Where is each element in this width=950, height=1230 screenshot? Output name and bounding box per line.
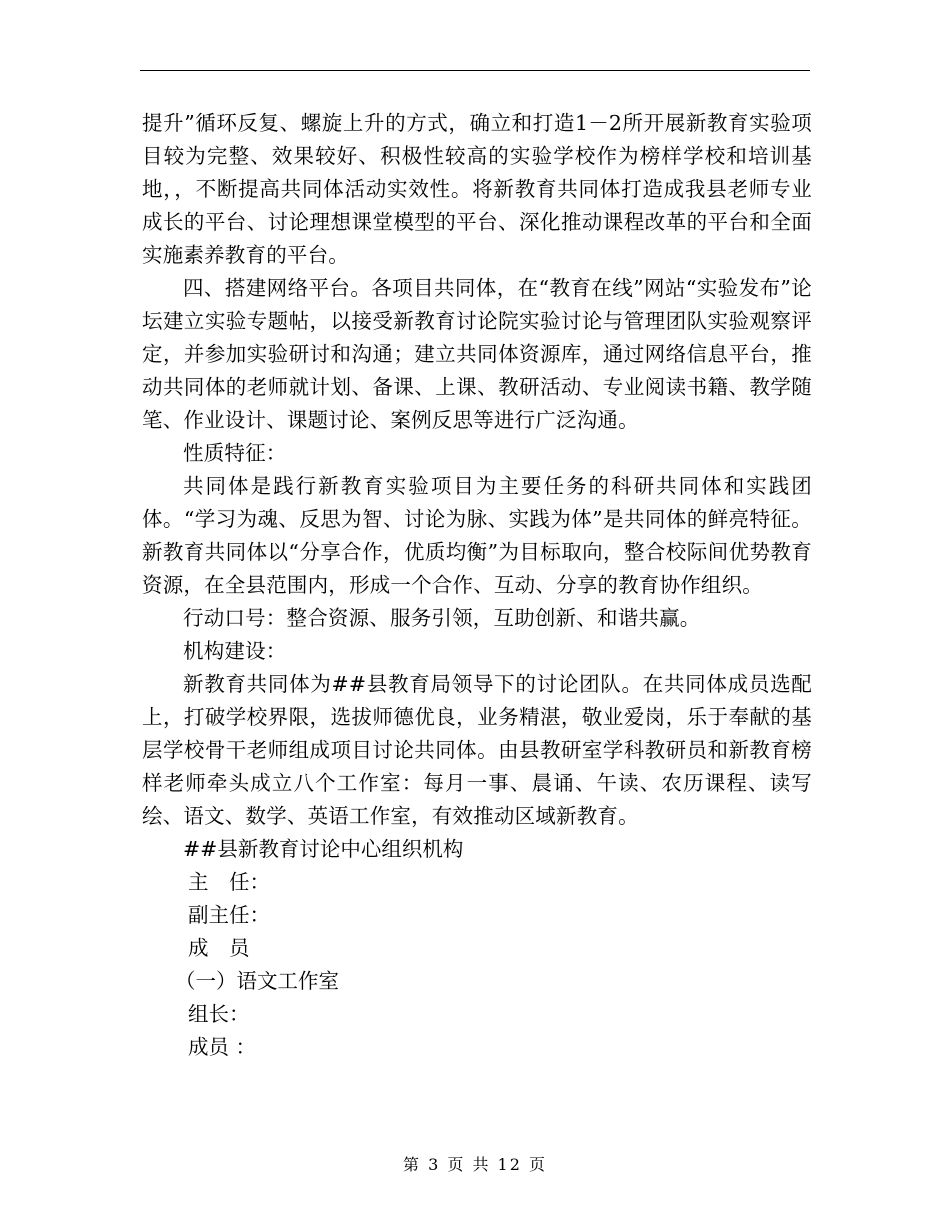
- heading-organization: 机构建设：: [183, 639, 287, 663]
- document-body: [142, 107, 812, 1064]
- role-deputy: 副主任：: [188, 903, 270, 927]
- heading-nature: 性质特征：: [183, 441, 287, 465]
- paragraph-organization: 新教育共同体为##县教育局领导下的讨论团队。在共同体成员选配上，打破学校界限，选拔师德优良，业务精湛，敬业爱岗，乐于奉献的基层学校骨干老师组成项目讨论共同体。由县教研室学科教研员和新教育榜样老师牵头成立八个工作室：每月一事、晨诵、午读、农历课程、读写绘、语文、数学、英语工作室，有效推动区域新教育。: [142, 672, 812, 828]
- studio-name: （一）语文工作室: [175, 969, 339, 993]
- paragraph-continuation: 提升”循环反复、螺旋上升的方式，确立和打造1－2所开展新教育实验项目较为完整、效果较好、积极性较高的实验学校作为榜样学校和培训基地，，不断提高共同体活动实效性。将新教育共同体打造成我县老师专业成长的平台、讨论理想课堂模型的平台、深化推动课程改革的平台和全面实施素养教育的平台。: [142, 111, 812, 267]
- role-director: 主 任：: [188, 870, 270, 894]
- paragraph-slogan: 行动口号：整合资源、服务引领，互助创新、和谐共赢。: [183, 606, 701, 630]
- header-rule: [140, 70, 810, 71]
- paragraph-network-platform: 四、搭建网络平台。各项目共同体，在“教育在线”网站“实验发布”论坛建立实验专题帖，以接受新教育讨论院实验讨论与管理团队实验观察评定，并参加实验研讨和沟通；建立共同体资源库，通过网络信息平台，推动共同体的老师就计划、备课、上课、教研活动、专业阅读书籍、教学随笔、作业设计、课题讨论、案例反思等进行广泛沟通。: [142, 276, 812, 432]
- org-title: ##县新教育讨论中心组织机构: [183, 837, 464, 861]
- studio-members: 成员 ：: [188, 1035, 257, 1059]
- role-members: 成 员: [188, 936, 250, 960]
- studio-leader: 组长：: [188, 1002, 250, 1026]
- page-number: 第 3 页 共 12 页: [403, 1155, 547, 1174]
- paragraph-nature: 共同体是践行新教育实验项目为主要任务的科研共同体和实践团体。“学习为魂、反思为智、讨论为脉、实践为体”是共同体的鲜亮特征。新教育共同体以“分享合作，优质均衡”为目标取向，整合校际间优势教育资源，在全县范围内，形成一个合作、互动、分享的教育协作组织。: [142, 474, 812, 597]
